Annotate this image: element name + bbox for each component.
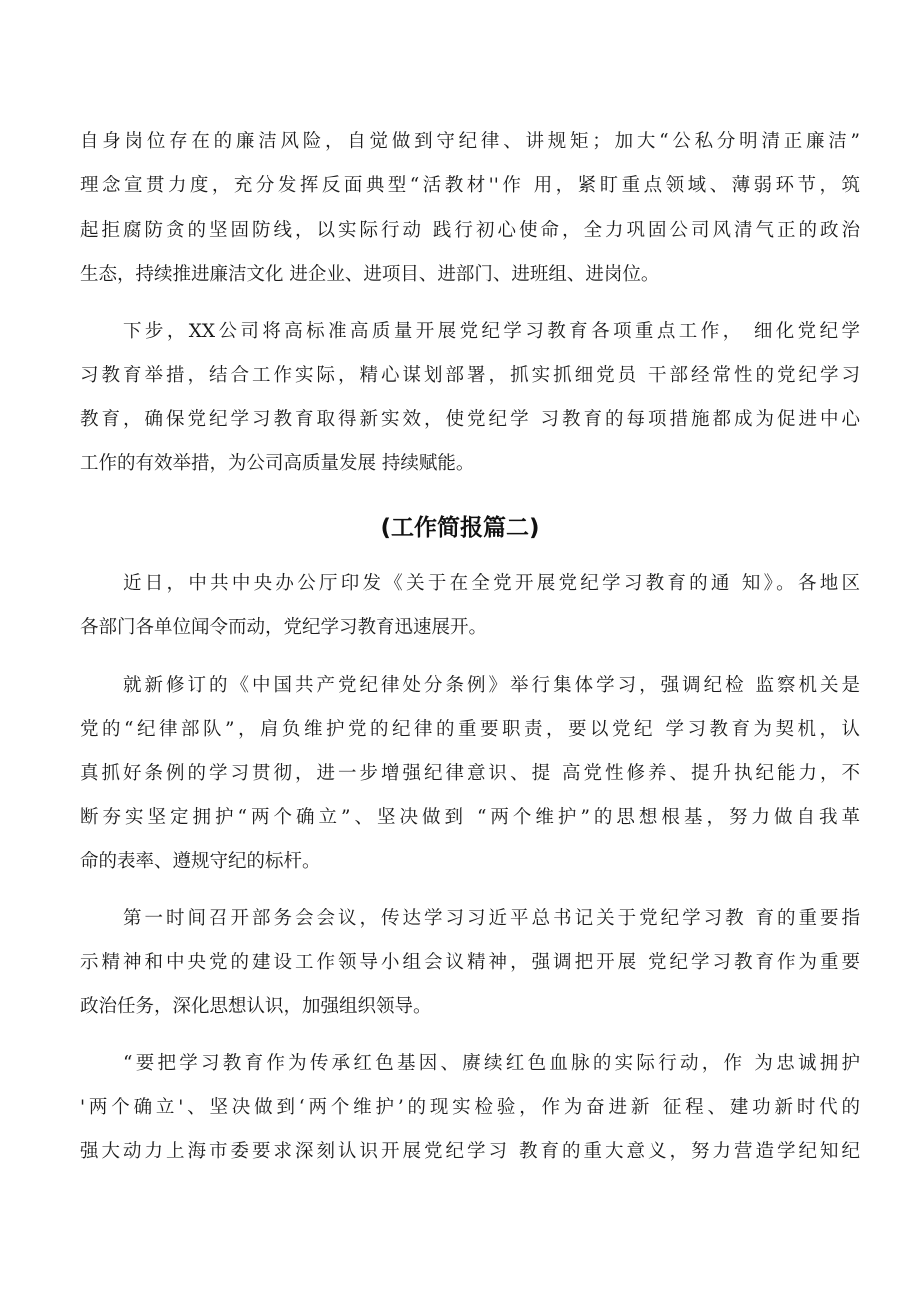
paragraph-line: “要把学习教育作为传承红色基因、赓续红色血脉的实际行动，作 为忠诚拥护 [123, 1053, 860, 1074]
paragraph-line: 示精神和中央党的建设工作领导小组会议精神，强调把开展 党纪学习教育作为重要 [80, 952, 860, 973]
paragraph-line: 各部门各单位闻令而动，党纪学习教育迅速展开。 [80, 617, 488, 638]
paragraph-line: 第一时间召开部务会会议，传达学习习近平总书记关于党纪学习教 育的重要指 [123, 908, 860, 929]
paragraph-line: 真抓好条例的学习贯彻，进一步增强纪律意识、提 高党性修养、提升执纪能力，不 [80, 763, 860, 784]
paragraph-line: 就新修订的《中国共产党纪律处分条例》举行集体学习，强调纪检 监察机关是 [123, 675, 860, 696]
paragraph-line: 下步，XX公司将高标准高质量开展党纪学习教育各项重点工作， 细化党纪学 [123, 321, 860, 342]
paragraph-line: 理念宣贯力度，充分发挥反面典型“活教材''作 用，紧盯重点领域、薄弱环节，筑 [80, 175, 860, 196]
paragraph-line: 起拒腐防贪的坚固防线，以实际行动 践行初心使命，全力巩固公司风清气正的政治 [80, 220, 860, 241]
section-heading: (工作简报篇二) [380, 515, 540, 541]
paragraph-line: 习教育举措，结合工作实际，精心谋划部署，抓实抓细党员 干部经常性的党纪学习 [80, 365, 860, 386]
paragraph-line: 党的“纪律部队”，肩负维护党的纪律的重要职责，要以党纪 学习教育为契机，认 [80, 719, 860, 740]
paragraph-line: 近日，中共中央办公厅印发《关于在全党开展党纪学习教育的通 知》。各地区 [123, 573, 860, 594]
paragraph-line: 命的表率、遵规守纪的标杆。 [80, 851, 321, 872]
paragraph-line: 教育，确保党纪学习教育取得新实效，使党纪学 习教育的每项措施都成为促进中心 [80, 409, 860, 430]
paragraph-line: 自身岗位存在的廉洁风险，自觉做到守纪律、讲规矩；加大“公私分明清正廉洁” [80, 131, 860, 152]
paragraph-line: 生态，持续推进廉洁文化 进企业、进项目、进部门、进班组、进岗位。 [80, 264, 660, 285]
paragraph-line: 政治任务，深化思想认识，加强组织领导。 [80, 996, 432, 1017]
paragraph-line: 工作的有效举措，为公司高质量发展 持续赋能。 [80, 453, 475, 474]
paragraph-line: 断夯实坚定拥护“两个确立”、坚决做到 “两个维护”的思想根基，努力做自我革 [80, 807, 860, 828]
paragraph-line: '两个确立'、坚决做到‘两个维护’的现实检验，作为奋进新 征程、建功新时代的 [80, 1097, 860, 1118]
paragraph-line: 强大动力上海市委要求深刻认识开展党纪学习 教育的重大意义，努力营造学纪知纪 [80, 1141, 860, 1162]
